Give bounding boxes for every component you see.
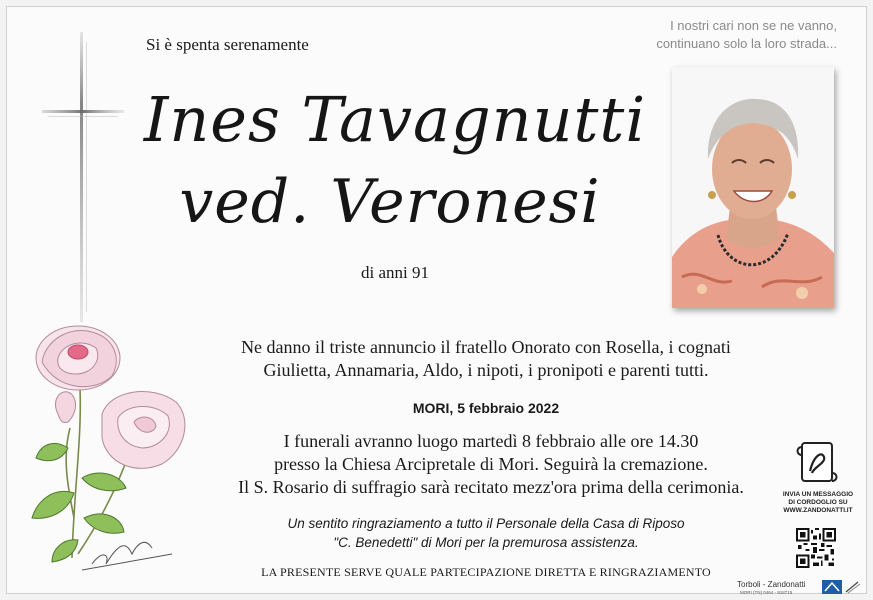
deceased-married-name: ved. Veronesi xyxy=(179,167,601,237)
quote-line: continuano solo la loro strada... xyxy=(656,36,837,51)
brand-sub: MORI (TN) 0464 - 918715 xyxy=(740,590,793,595)
announcement-line: Giulietta, Annamaria, Aldo, i nipoti, i pronipoti e parenti tutti. xyxy=(263,360,709,380)
brand-logo-icon xyxy=(822,580,862,596)
funeral-line: I funerali avranno luogo martedì 8 febbraio alle ore 14.30 xyxy=(283,431,699,451)
brand-name: Torboli - Zandonatti xyxy=(737,580,806,589)
thanks-text xyxy=(216,514,756,552)
place-date: MORI, 5 febbraio 2022 xyxy=(412,400,560,416)
funeral-info xyxy=(196,430,786,499)
cross-icon xyxy=(40,32,130,322)
qr-code-icon[interactable] xyxy=(796,528,836,568)
condolence-text xyxy=(778,491,858,515)
announcement-line: Ne danno il triste annuncio il fratello Onorato con Rosella, i cognati xyxy=(241,337,731,357)
condolence-line: INVIA UN MESSAGGIO xyxy=(782,491,854,498)
funeral-line: Il S. Rosario di suffragio sarà recitato mezz'ora prima della cerimonia. xyxy=(238,477,744,497)
condolence-line: DI CORDOGLIO SU xyxy=(788,499,848,506)
thanks-line: Un sentito ringraziamento a tutto il Personale della Casa di Riposo xyxy=(287,516,685,531)
roses-illustration xyxy=(22,318,202,578)
footer-text: LA PRESENTE SERVE QUALE PARTECIPAZIONE DIRETTA E RINGRAZIAMENTO xyxy=(261,565,711,579)
scroll-icon xyxy=(794,439,840,485)
quote-text xyxy=(656,17,837,53)
intro-text: Si è spenta serenamente xyxy=(146,35,309,54)
funeral-line: presso la Chiesa Arcipretale di Mori. Seguirà la cremazione. xyxy=(274,454,708,474)
portrait-image xyxy=(672,67,834,308)
quote-line: I nostri cari non se ne vanno, xyxy=(670,18,837,33)
condolence-url[interactable]: WWW.ZANDONATTI.IT xyxy=(783,507,853,514)
thanks-line: "C. Benedetti" di Mori per la premurosa assistenza. xyxy=(333,535,639,550)
deceased-name: Ines Tavagnutti xyxy=(143,83,647,156)
age-text: di anni 91 xyxy=(361,263,429,282)
announcement xyxy=(196,336,776,382)
portrait-photo xyxy=(672,67,834,308)
